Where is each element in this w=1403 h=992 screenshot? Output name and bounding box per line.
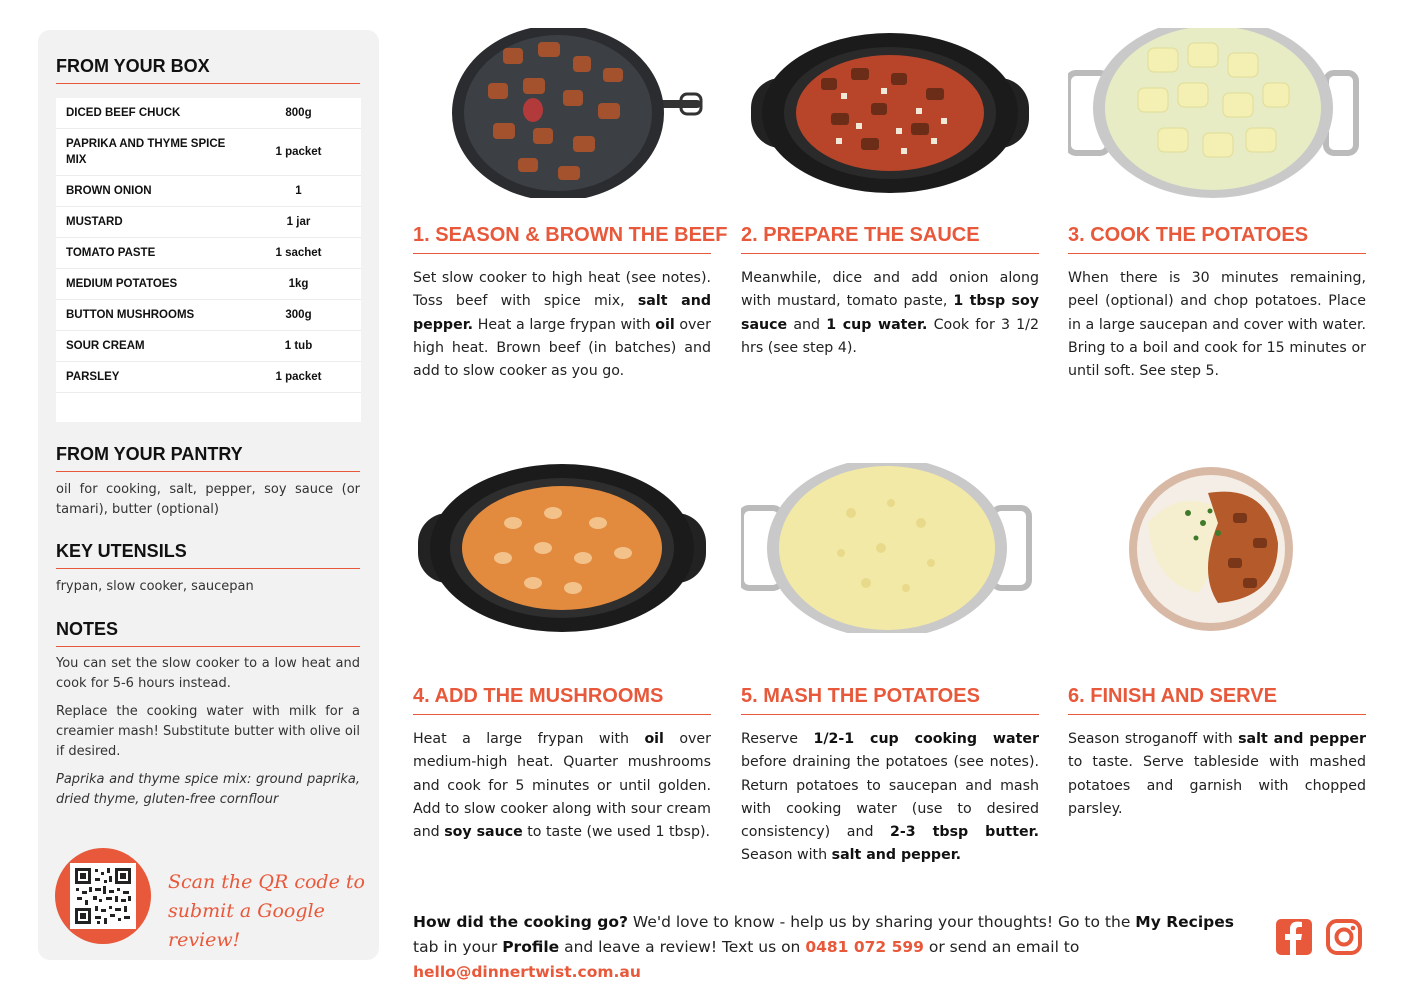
notes-list <box>56 654 360 818</box>
step-text-part: Season with <box>741 847 832 864</box>
ingredient-name: TOMATO PASTE <box>66 247 156 259</box>
table-row <box>56 331 361 362</box>
table-row <box>56 129 361 176</box>
step-text-bold: salt and pepper. <box>831 847 962 864</box>
footer-text: tab in your <box>413 938 503 956</box>
ingredient-name: DICED BEEF CHUCK <box>66 107 181 119</box>
step-text-part: Season stroganoff with <box>1068 731 1239 747</box>
step-4-text <box>413 728 711 844</box>
note-item: Replace the cooking water with milk for a creamier mash! Substitute butter with olive oil if desired. <box>56 704 360 759</box>
ingredient-name: BUTTON MUSHROOMS <box>66 309 195 321</box>
step-text-part: Heat a large frypan with <box>413 731 645 747</box>
qr-review-prompt <box>168 868 368 955</box>
ingredient-qty: 1kg <box>288 278 309 290</box>
step-5-title: 5. MASH THE POTATOES <box>741 685 1039 715</box>
ingredient-qty: 1 jar <box>286 216 311 228</box>
step-text-part: Set slow cooker to high heat (see notes). Toss beef with spice mix, <box>413 270 711 310</box>
step-text-part: When there is 30 minutes remaining, peel (optional) and chop potatoes. Place in a large saucepan and cover with water. Bring to a boil and cook for 15 minutes or until soft. See step 5. <box>1068 270 1366 380</box>
instagram-icon[interactable] <box>1325 918 1363 956</box>
step-text-bold: 2-3 tbsp butter. <box>890 824 1039 841</box>
phone-link[interactable]: 0481 072 599 <box>805 938 924 956</box>
ingredient-qty: 1 packet <box>275 371 322 383</box>
step-text-bold: 1 cup water. <box>826 316 928 333</box>
qr-code-badge[interactable] <box>55 848 151 944</box>
utensils-text: frypan, slow cooker, saucepan <box>56 579 254 594</box>
note-item: You can set the slow cooker to a low heat and cook for 5-6 hours instead. <box>56 656 360 691</box>
step-5-photo <box>741 463 1039 633</box>
note-item: Paprika and thyme spice mix: ground paprika, dried thyme, gluten-free cornflour <box>56 772 360 807</box>
table-row <box>56 176 361 207</box>
step-1-title: 1. SEASON & BROWN THE BEEF <box>413 224 711 254</box>
step-2-photo <box>741 28 1039 198</box>
step-text-bold: oil <box>655 316 675 333</box>
step-text-part: and <box>787 316 827 333</box>
ingredient-qty: 1 <box>295 185 302 197</box>
from-your-box-heading: FROM YOUR BOX <box>56 56 360 84</box>
ingredient-name: BROWN ONION <box>66 185 152 197</box>
step-text-part: Heat a large frypan with <box>473 316 656 333</box>
step-text-part: to taste. Serve tableside with mashed potatoes and garnish with chopped parsley. <box>1068 754 1366 817</box>
step-3-text <box>1068 267 1366 383</box>
qr-prompt-line: Scan the QR code to <box>168 871 365 893</box>
step-text-part: before draining the potatoes (see notes). Return potatoes to saucepan and mash with cooking water (use to desired consistency) and <box>741 754 1039 841</box>
step-text-bold: soy sauce <box>444 824 523 841</box>
ingredient-qty: 1 packet <box>275 146 322 158</box>
qr-code-icon <box>70 863 136 929</box>
step-text-part: Cook for 3 1/2 hrs (see step 4). <box>741 316 1039 356</box>
footer-text: or send an email to <box>923 938 1080 956</box>
review-footer <box>413 910 1263 985</box>
footer-text: We'd love to know - help us by sharing your thoughts! Go to the <box>627 913 1136 931</box>
footer-text: and leave a review! Text us on <box>559 938 806 956</box>
step-text-bold: 1/2-1 cup cooking water <box>813 731 1039 747</box>
step-text-part: over medium-high heat. Quarter mushrooms and cook for 5 minutes or until golden. Add to slow cooker along with sour cream and <box>413 731 711 841</box>
step-4-photo <box>413 463 711 633</box>
key-utensils-heading: KEY UTENSILS <box>56 541 360 569</box>
ingredient-name: PARSLEY <box>66 371 120 383</box>
pantry-text: oil for cooking, salt, pepper, soy sauce (or tamari), butter (optional) <box>56 482 360 517</box>
step-text-bold: 1 tbsp soy sauce <box>741 293 1039 333</box>
step-2-text <box>741 267 1039 360</box>
step-4-title: 4. ADD THE MUSHROOMS <box>413 685 711 715</box>
ingredient-name: SOUR CREAM <box>66 340 145 352</box>
step-5-text <box>741 728 1039 868</box>
step-1-photo <box>413 28 711 198</box>
step-6-title: 6. FINISH AND SERVE <box>1068 685 1366 715</box>
step-text-bold: salt and pepper. <box>413 293 711 333</box>
ingredients-sidebar <box>38 30 379 960</box>
email-link[interactable]: hello@dinnertwist.com.au <box>413 963 641 981</box>
step-text-part: over high heat. Brown beef (in batches) and add to slow cooker as you go. <box>413 316 711 380</box>
table-row <box>56 207 361 238</box>
notes-heading: NOTES <box>56 619 360 647</box>
from-your-pantry-heading: FROM YOUR PANTRY <box>56 444 360 472</box>
ingredient-qty: 1 sachet <box>275 247 322 259</box>
step-3-photo <box>1068 28 1366 198</box>
ingredient-name: PAPRIKA AND THYME SPICE MIX <box>66 138 226 166</box>
step-text-part: Meanwhile, dice and add onion along with mustard, tomato paste, <box>741 270 1039 310</box>
step-3-title: 3. COOK THE POTATOES <box>1068 224 1366 254</box>
qr-prompt-line: submit a Google review! <box>168 900 325 951</box>
ingredient-name: MUSTARD <box>66 216 123 228</box>
ingredient-qty: 1 tub <box>284 340 313 352</box>
footer-question: How did the cooking go? <box>413 913 628 931</box>
step-text-bold: oil <box>644 731 664 747</box>
step-6-photo <box>1068 463 1366 633</box>
table-row <box>56 238 361 269</box>
table-row <box>56 300 361 331</box>
profile-link[interactable]: Profile <box>502 938 560 956</box>
ingredients-table <box>56 98 361 422</box>
table-row <box>56 362 361 393</box>
ingredient-name: MEDIUM POTATOES <box>66 278 178 290</box>
ingredient-qty: 300g <box>285 309 312 321</box>
step-6-text <box>1068 728 1366 821</box>
step-1-text <box>413 267 711 383</box>
my-recipes-link[interactable]: My Recipes <box>1135 913 1234 931</box>
ingredient-qty: 800g <box>285 107 312 119</box>
step-text-part: to taste (we used 1 tbsp). <box>522 824 710 841</box>
facebook-icon[interactable] <box>1275 918 1313 956</box>
step-text-bold: salt and pepper <box>1238 731 1366 747</box>
step-text-part: Reserve <box>741 731 814 747</box>
table-row <box>56 98 361 129</box>
step-2-title: 2. PREPARE THE SAUCE <box>741 224 1039 254</box>
table-row <box>56 269 361 300</box>
